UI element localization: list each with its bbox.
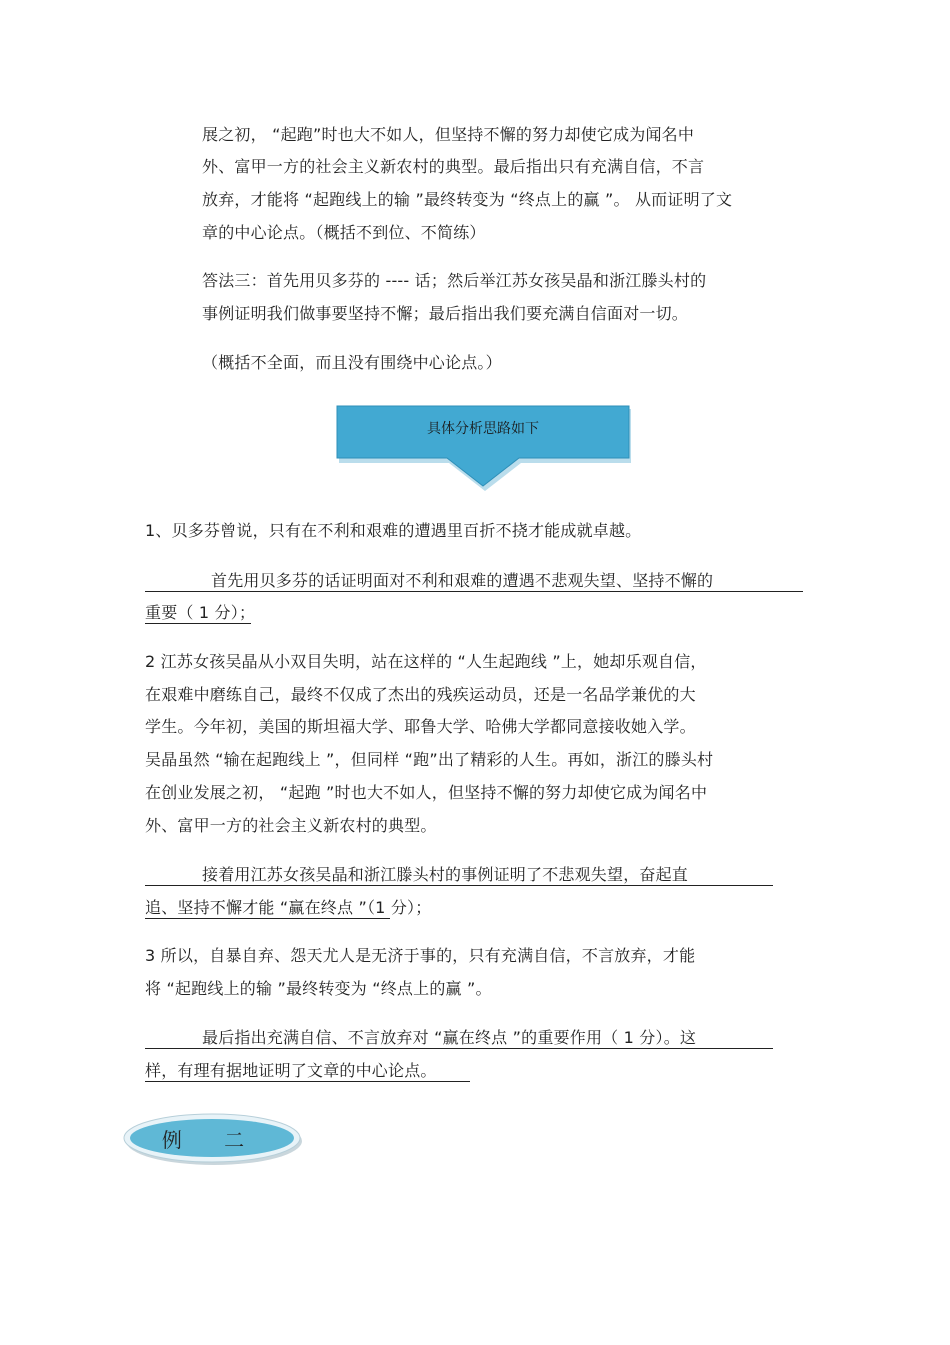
underline: [145, 591, 803, 592]
text-line: 外、富甲一方的社会主义新农村的典型。最后指出只有充满自信，不言: [202, 157, 705, 176]
text-line: 外、富甲一方的社会主义新农村的典型。: [145, 816, 437, 835]
text-line: 3 所以，自暴自弃、怨天尤人是无济于事的，只有充满自信，不言放弃，才能: [145, 946, 696, 965]
down-arrow-callout-icon: [333, 402, 633, 494]
text-line: 将 “起跑线上的输 ”最终转变为 “终点上的赢 ”。: [145, 979, 492, 998]
text-line: 1、贝多芬曾说，只有在不利和艰难的遭遇里百折不挠才能成就卓越。: [145, 521, 642, 540]
text-line: 在艰难中磨练自己，最终不仅成了杰出的残疾运动员，还是一名品学兼优的大: [145, 685, 696, 704]
text-line: 事例证明我们做事要坚持不懈；最后指出我们要充满自信面对一切。: [202, 304, 689, 323]
underlined-line: 样，有理有据地证明了文章的中心论点。: [145, 1061, 437, 1080]
text-line: 2 江苏女孩吴晶从小双目失明，站在这样的 “人生起跑线 ”上，她却乐观自信，: [145, 652, 707, 671]
example-label: 例 二: [161, 1128, 263, 1152]
text-line: 学生。今年初，美国的斯坦福大学、耶鲁大学、哈佛大学都同意接收她入学。: [145, 717, 696, 736]
underline: [145, 1081, 470, 1082]
underlined-line: 首先用贝多芬的话证明面对不利和艰难的遭遇不悲观失望、坚持不懈的: [211, 571, 714, 590]
underlined-line: 追、坚持不懈才能 “赢在终点 ”（1 分）；: [145, 898, 432, 917]
text-line: 章的中心论点。（概括不到位、不简练）: [202, 223, 486, 242]
text-line: 吴晶虽然 “输在起跑线上 ”，但同样 “跑”出了精彩的人生。再如，浙江的滕头村: [145, 750, 714, 769]
analysis-arrow-callout: [333, 402, 633, 494]
underline: [145, 1048, 773, 1049]
underline: [145, 885, 773, 886]
text-line: 在创业发展之初， “起跑 ”时也大不如人，但坚持不懈的努力却使它成为闻名中: [145, 783, 708, 802]
underlined-line: 重要（ 1 分）；: [145, 603, 256, 622]
text-line: （概括不全面，而且没有围绕中心论点。）: [202, 353, 502, 372]
example-two-badge: [122, 1110, 312, 1168]
underlined-line: 最后指出充满自信、不言放弃对 “赢在终点 ”的重要作用（ 1 分）。这: [202, 1028, 697, 1047]
text-line: 展之初， “起跑”时也大不如人，但坚持不懈的努力却使它成为闻名中: [202, 125, 695, 144]
text-line: 放弃，才能将 “起跑线上的输 ”最终转变为 “终点上的赢 ”。 从而证明了文: [202, 190, 733, 209]
underlined-line: 接着用江苏女孩吴晶和浙江滕头村的事例证明了不悲观失望，奋起直: [202, 865, 689, 884]
underline: [145, 623, 251, 624]
arrow-label: 具体分析思路如下: [427, 421, 539, 437]
underline: [145, 918, 390, 919]
text-line: 答法三：首先用贝多芬的 ---- 话；然后举江苏女孩吴晶和浙江滕头村的: [202, 271, 707, 290]
